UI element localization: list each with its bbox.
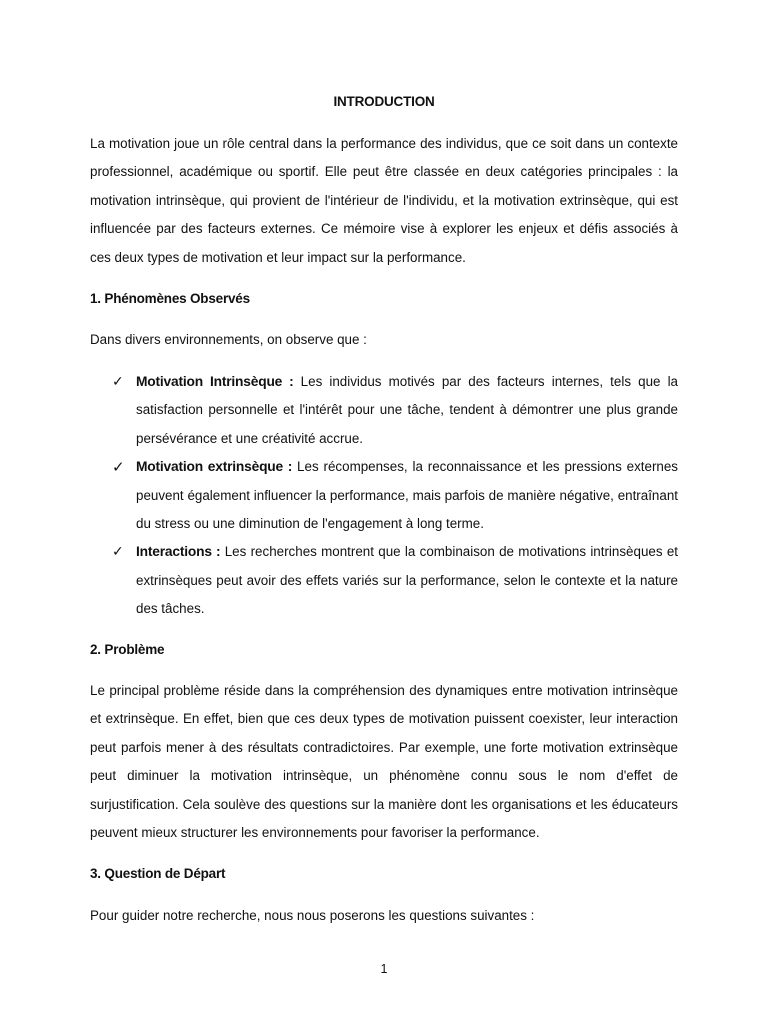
page-number: 1 bbox=[380, 962, 388, 976]
phenomena-list bbox=[90, 368, 678, 624]
list-item-text: Les récompenses, la reconnaissance et les pressions externes peuvent également influencer la performance, mais parfois de manière négative, entraînant du stress ou une diminution de l'engagement à long terme. bbox=[136, 459, 678, 532]
section3-lead: Pour guider notre recherche, nous nous poserons les questions suivantes : bbox=[90, 908, 535, 923]
checkmark-icon: ✓ bbox=[112, 374, 124, 390]
list-item bbox=[90, 368, 678, 453]
checkmark-icon: ✓ bbox=[112, 544, 124, 561]
list-item-term: Motivation extrinsèque : bbox=[136, 459, 293, 475]
list-item-term: Motivation Intrinsèque : bbox=[136, 374, 294, 389]
list-item-text: Les individus motivés par des facteurs internes, tels que la satisfaction personnelle et l'intérêt pour une tâche, tendent à démontrer une plus grande persévérance et une créativité accrue. bbox=[136, 374, 678, 446]
section-heading-phenomenes: 1. Phénomènes Observés bbox=[90, 291, 250, 306]
section2-paragraph: Le principal problème réside dans la compréhension des dynamiques entre motivation intrinsèque et extrinsèque. En effet, bien que ces deux types de motivation puissent coexister, leur interaction peut parfois mener à des résultats contradictoires. Par exemple, une forte motivation extrinsèque peut diminuer la motivation intrinsèque, un phénomène connu sous le nom d'effet de surjustification. Cela soulève des questions sur la manière dont les organisations et les éducateurs peuvent mieux structurer les environnements pour favoriser la performance. bbox=[90, 683, 678, 841]
list-item-text: Les recherches montrent que la combinaison de motivations intrinsèques et extrinsèques peut avoir des effets variés sur la performance, selon le contexte et la nature des tâches. bbox=[136, 544, 678, 617]
list-item bbox=[90, 453, 678, 538]
intro-paragraph: La motivation joue un rôle central dans la performance des individus, que ce soit dans un contexte professionnel, académique ou sportif. Elle peut être classée en deux catégories principales : la motivation intrinsèque, qui provient de l'intérieur de l'individu, et la motivation extrinsèque, qui est influencée par des facteurs externes. Ce mémoire vise à explorer les enjeux et défis associés à ces deux types de motivation et leur impact sur la performance. bbox=[90, 136, 678, 265]
page-title: INTRODUCTION bbox=[333, 94, 435, 109]
list-item-term: Interactions : bbox=[136, 544, 221, 560]
section-heading-question: 3. Question de Départ bbox=[90, 866, 226, 881]
section-heading-probleme: 2. Problème bbox=[90, 642, 165, 657]
list-item bbox=[90, 538, 678, 623]
checkmark-icon: ✓ bbox=[112, 458, 125, 477]
section1-lead: Dans divers environnements, on observe que : bbox=[90, 332, 367, 347]
